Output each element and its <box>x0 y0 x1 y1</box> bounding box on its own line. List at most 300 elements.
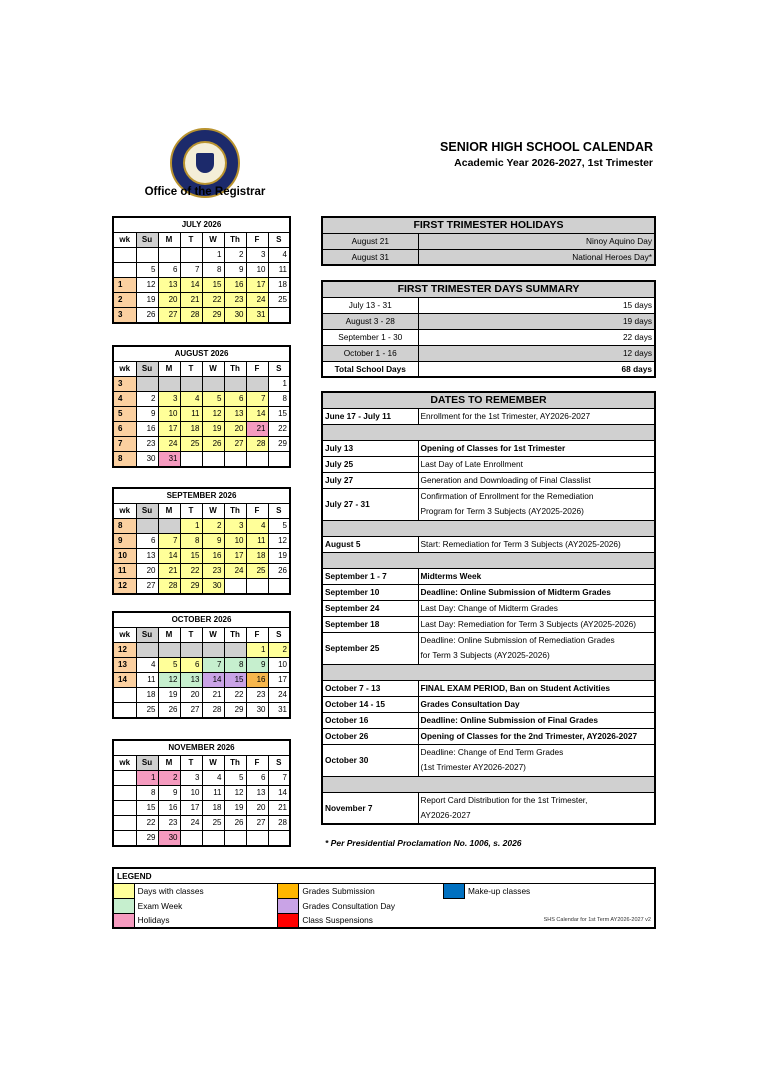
summary-range: September 1 - 30 <box>322 329 418 345</box>
day-cell <box>180 377 202 392</box>
day-cell: 8 <box>136 786 158 801</box>
date-label: August 5 <box>322 536 418 552</box>
day-cell <box>136 377 158 392</box>
day-cell: 29 <box>224 703 246 719</box>
date-row <box>322 440 655 456</box>
day-cell: 27 <box>224 437 246 452</box>
event-label: Enrollment for the 1st Trimester, AY2026-2027 <box>418 408 655 424</box>
week-number <box>113 248 136 263</box>
day-cell: 28 <box>202 703 224 719</box>
weekday-header: S <box>268 362 290 377</box>
day-cell: 7 <box>158 534 180 549</box>
day-cell <box>136 248 158 263</box>
day-cell: 10 <box>224 534 246 549</box>
date-label: June 17 - July 11 <box>322 408 418 424</box>
date-label: October 14 - 15 <box>322 696 418 712</box>
day-cell: 4 <box>246 519 268 534</box>
date-row <box>322 792 655 824</box>
day-cell <box>202 643 224 658</box>
date-row <box>322 568 655 584</box>
day-cell <box>202 831 224 847</box>
summary-total-label: Total School Days <box>322 361 418 377</box>
legend-label: Grades Consultation Day <box>302 900 396 911</box>
day-cell: 15 <box>224 673 246 688</box>
holidays-table <box>321 216 656 266</box>
event-label: Opening of Classes for the 2nd Trimester, AY2026-2027 <box>418 728 655 744</box>
separator-row <box>322 552 655 568</box>
month-title: OCTOBER 2026 <box>113 612 290 628</box>
weekday-header: wk <box>113 504 136 519</box>
day-cell: 3 <box>158 392 180 407</box>
day-cell: 8 <box>224 658 246 673</box>
day-cell <box>202 452 224 468</box>
dates-title: DATES TO REMEMBER <box>322 392 655 408</box>
date-label: October 30 <box>322 744 418 776</box>
legend-label: Make-up classes <box>467 885 531 896</box>
day-cell <box>224 377 246 392</box>
day-cell: 13 <box>158 278 180 293</box>
day-cell <box>224 643 246 658</box>
day-cell: 11 <box>180 407 202 422</box>
legend-label: Days with classes <box>137 885 204 896</box>
date-label: October 16 <box>322 712 418 728</box>
day-cell: 6 <box>224 392 246 407</box>
date-label: September 10 <box>322 584 418 600</box>
week-number: 7 <box>113 437 136 452</box>
day-cell: 19 <box>224 801 246 816</box>
weekday-header: W <box>202 504 224 519</box>
date-row <box>322 696 655 712</box>
weekday-header: wk <box>113 362 136 377</box>
month-calendar <box>112 216 291 324</box>
day-cell: 28 <box>158 579 180 595</box>
day-cell: 16 <box>224 278 246 293</box>
date-label: September 24 <box>322 600 418 616</box>
legend-label: Class Suspensions <box>302 915 373 925</box>
weekday-header: M <box>158 756 180 771</box>
legend <box>112 867 656 929</box>
day-cell: 10 <box>246 263 268 278</box>
day-cell: 9 <box>224 263 246 278</box>
day-cell: 23 <box>202 564 224 579</box>
day-cell: 12 <box>268 534 290 549</box>
day-cell: 21 <box>202 688 224 703</box>
event-line: Confirmation of Enrollment for the Remediation <box>420 491 594 501</box>
weekday-header: S <box>268 504 290 519</box>
weekday-header: F <box>246 628 268 643</box>
weekday-header: F <box>246 756 268 771</box>
day-cell: 20 <box>136 564 158 579</box>
day-cell: 24 <box>158 437 180 452</box>
event-label: Last Day: Change of Midterm Grades <box>418 600 655 616</box>
date-label: October 7 - 13 <box>322 680 418 696</box>
day-cell <box>180 831 202 847</box>
legend-empty <box>443 898 464 913</box>
day-cell: 27 <box>136 579 158 595</box>
day-cell: 20 <box>180 688 202 703</box>
day-cell: 25 <box>136 703 158 719</box>
day-cell: 16 <box>246 673 268 688</box>
day-cell: 23 <box>136 437 158 452</box>
weekday-header: wk <box>113 628 136 643</box>
day-cell: 22 <box>268 422 290 437</box>
month-title: AUGUST 2026 <box>113 346 290 362</box>
day-cell: 20 <box>224 422 246 437</box>
day-cell: 11 <box>202 786 224 801</box>
summary-range: August 3 - 28 <box>322 313 418 329</box>
event-label: Midterms Week <box>418 568 655 584</box>
day-cell: 21 <box>268 801 290 816</box>
day-cell: 13 <box>136 549 158 564</box>
week-number: 9 <box>113 534 136 549</box>
day-cell: 7 <box>268 771 290 786</box>
date-row <box>322 552 655 568</box>
weekday-header: Th <box>224 504 246 519</box>
weekday-header: W <box>202 233 224 248</box>
week-number: 2 <box>113 293 136 308</box>
week-number: 13 <box>113 658 136 673</box>
day-cell: 3 <box>180 771 202 786</box>
month-calendar <box>112 611 291 719</box>
day-cell: 1 <box>268 377 290 392</box>
event-label <box>418 488 655 520</box>
day-cell: 2 <box>202 519 224 534</box>
legend-swatch <box>278 898 299 913</box>
weekday-header: T <box>180 362 202 377</box>
version-label: SHS Calendar for 1st Term AY2026-2027 v2 <box>543 917 651 923</box>
days-summary-table <box>321 280 656 378</box>
day-cell: 2 <box>158 771 180 786</box>
day-cell: 27 <box>180 703 202 719</box>
day-cell: 7 <box>180 263 202 278</box>
weekday-header: W <box>202 362 224 377</box>
day-cell: 5 <box>136 263 158 278</box>
date-row <box>322 408 655 424</box>
event-label <box>418 744 655 776</box>
week-number: 4 <box>113 392 136 407</box>
day-cell: 17 <box>268 673 290 688</box>
day-cell: 22 <box>136 816 158 831</box>
date-row <box>322 728 655 744</box>
day-cell <box>136 519 158 534</box>
event-label: Opening of Classes for 1st Trimester <box>418 440 655 456</box>
day-cell: 18 <box>268 278 290 293</box>
holiday-date: August 31 <box>322 249 418 265</box>
summary-days: 19 days <box>418 313 655 329</box>
weekday-header: Th <box>224 756 246 771</box>
legend-title: LEGEND <box>113 868 655 883</box>
day-cell: 21 <box>180 293 202 308</box>
day-cell: 20 <box>246 801 268 816</box>
proclamation-note: * Per Presidential Proclamation No. 1006, s. 2026 <box>325 838 522 848</box>
day-cell: 21 <box>158 564 180 579</box>
weekday-header: T <box>180 233 202 248</box>
day-cell: 25 <box>202 816 224 831</box>
day-cell <box>180 248 202 263</box>
day-cell <box>246 579 268 595</box>
legend-empty <box>464 898 655 913</box>
weekday-header: Th <box>224 362 246 377</box>
week-number <box>113 801 136 816</box>
legend-swatch <box>443 883 464 898</box>
day-cell: 12 <box>202 407 224 422</box>
day-cell: 2 <box>224 248 246 263</box>
summary-days: 12 days <box>418 345 655 361</box>
date-row <box>322 584 655 600</box>
month-title: NOVEMBER 2026 <box>113 740 290 756</box>
day-cell: 14 <box>268 786 290 801</box>
day-cell: 30 <box>224 308 246 324</box>
day-cell: 9 <box>202 534 224 549</box>
day-cell <box>180 643 202 658</box>
weekday-header: M <box>158 628 180 643</box>
legend-label: Holidays <box>137 915 170 925</box>
day-cell: 23 <box>158 816 180 831</box>
day-cell: 19 <box>136 293 158 308</box>
separator-row <box>322 664 655 680</box>
day-cell <box>158 248 180 263</box>
week-number <box>113 771 136 786</box>
day-cell <box>268 308 290 324</box>
event-line: Deadline: Change of End Term Grades <box>420 747 564 757</box>
day-cell <box>136 643 158 658</box>
summary-range: July 13 - 31 <box>322 297 418 313</box>
day-cell: 13 <box>180 673 202 688</box>
day-cell: 15 <box>202 278 224 293</box>
week-number <box>113 703 136 719</box>
day-cell: 7 <box>202 658 224 673</box>
event-label: Generation and Downloading of Final Classlist <box>418 472 655 488</box>
day-cell: 8 <box>268 392 290 407</box>
legend-label: Exam Week <box>137 900 183 911</box>
event-label: Last Day of Late Enrollment <box>418 456 655 472</box>
day-cell: 13 <box>224 407 246 422</box>
day-cell: 19 <box>268 549 290 564</box>
day-cell: 27 <box>158 308 180 324</box>
day-cell: 11 <box>268 263 290 278</box>
week-number: 6 <box>113 422 136 437</box>
summary-range: October 1 - 16 <box>322 345 418 361</box>
week-number: 8 <box>113 452 136 468</box>
day-cell: 15 <box>136 801 158 816</box>
event-label: FINAL EXAM PERIOD, Ban on Student Activities <box>418 680 655 696</box>
day-cell: 28 <box>180 308 202 324</box>
day-cell: 6 <box>136 534 158 549</box>
day-cell: 15 <box>180 549 202 564</box>
week-number: 8 <box>113 519 136 534</box>
day-cell <box>246 377 268 392</box>
day-cell: 30 <box>136 452 158 468</box>
page-title: SENIOR HIGH SCHOOL CALENDAR <box>440 140 653 154</box>
day-cell: 29 <box>268 437 290 452</box>
day-cell <box>246 452 268 468</box>
day-cell: 31 <box>246 308 268 324</box>
day-cell: 30 <box>202 579 224 595</box>
day-cell: 12 <box>224 786 246 801</box>
day-cell: 10 <box>268 658 290 673</box>
week-number: 10 <box>113 549 136 564</box>
weekday-header: Th <box>224 628 246 643</box>
day-cell: 7 <box>246 392 268 407</box>
day-cell: 6 <box>180 658 202 673</box>
weekday-header: F <box>246 362 268 377</box>
day-cell: 23 <box>224 293 246 308</box>
day-cell: 17 <box>224 549 246 564</box>
event-label <box>418 792 655 824</box>
day-cell: 18 <box>246 549 268 564</box>
day-cell <box>224 452 246 468</box>
weekday-header: S <box>268 756 290 771</box>
day-cell: 16 <box>202 549 224 564</box>
day-cell: 10 <box>180 786 202 801</box>
day-cell: 30 <box>246 703 268 719</box>
date-row <box>322 424 655 440</box>
day-cell: 5 <box>268 519 290 534</box>
day-cell: 5 <box>202 392 224 407</box>
weekday-header: F <box>246 233 268 248</box>
date-label: July 27 <box>322 472 418 488</box>
day-cell: 14 <box>246 407 268 422</box>
day-cell: 29 <box>136 831 158 847</box>
day-cell: 29 <box>202 308 224 324</box>
day-cell <box>246 831 268 847</box>
day-cell: 5 <box>158 658 180 673</box>
separator-row <box>322 424 655 440</box>
day-cell: 4 <box>136 658 158 673</box>
day-cell: 25 <box>180 437 202 452</box>
date-label: September 18 <box>322 616 418 632</box>
day-cell: 12 <box>158 673 180 688</box>
day-cell: 26 <box>158 703 180 719</box>
day-cell: 9 <box>158 786 180 801</box>
day-cell: 1 <box>246 643 268 658</box>
weekday-header: wk <box>113 756 136 771</box>
weekday-header: S <box>268 233 290 248</box>
week-number: 12 <box>113 643 136 658</box>
weekday-header: W <box>202 756 224 771</box>
date-row <box>322 664 655 680</box>
week-number: 1 <box>113 278 136 293</box>
month-calendar <box>112 487 291 595</box>
weekday-header: Su <box>136 628 158 643</box>
day-cell: 17 <box>246 278 268 293</box>
day-cell: 20 <box>158 293 180 308</box>
day-cell: 4 <box>202 771 224 786</box>
summary-days: 22 days <box>418 329 655 345</box>
day-cell: 2 <box>268 643 290 658</box>
day-cell: 16 <box>158 801 180 816</box>
day-cell: 19 <box>158 688 180 703</box>
day-cell: 6 <box>158 263 180 278</box>
day-cell <box>158 377 180 392</box>
summary-title: FIRST TRIMESTER DAYS SUMMARY <box>322 281 655 297</box>
legend-swatch <box>278 883 299 898</box>
day-cell: 3 <box>246 248 268 263</box>
day-cell: 29 <box>180 579 202 595</box>
day-cell: 28 <box>268 816 290 831</box>
weekday-header: Su <box>136 233 158 248</box>
day-cell: 5 <box>224 771 246 786</box>
day-cell: 1 <box>202 248 224 263</box>
legend-swatch <box>113 883 134 898</box>
month-title: JULY 2026 <box>113 217 290 233</box>
week-number: 3 <box>113 308 136 324</box>
event-label: Start: Remediation for Term 3 Subjects (AY2025-2026) <box>418 536 655 552</box>
day-cell: 3 <box>224 519 246 534</box>
page-subtitle: Academic Year 2026-2027, 1st Trimester <box>454 157 653 169</box>
weekday-header: Su <box>136 504 158 519</box>
day-cell: 17 <box>158 422 180 437</box>
day-cell: 27 <box>246 816 268 831</box>
weekday-header: T <box>180 628 202 643</box>
day-cell: 19 <box>202 422 224 437</box>
day-cell: 15 <box>268 407 290 422</box>
day-cell <box>158 519 180 534</box>
event-label: Grades Consultation Day <box>418 696 655 712</box>
weekday-header: M <box>158 233 180 248</box>
day-cell: 30 <box>158 831 180 847</box>
holidays-title: FIRST TRIMESTER HOLIDAYS <box>322 217 655 233</box>
day-cell: 8 <box>202 263 224 278</box>
day-cell <box>224 579 246 595</box>
month-calendar <box>112 345 291 468</box>
legend-swatch <box>113 898 134 913</box>
date-row <box>322 488 655 520</box>
office-of-registrar: Office of the Registrar <box>144 186 266 198</box>
day-cell: 16 <box>136 422 158 437</box>
event-line: AY2026-2027 <box>420 809 471 820</box>
day-cell: 18 <box>136 688 158 703</box>
day-cell: 9 <box>136 407 158 422</box>
date-label: September 1 - 7 <box>322 568 418 584</box>
date-row <box>322 456 655 472</box>
week-number: 5 <box>113 407 136 422</box>
weekday-header: Th <box>224 233 246 248</box>
weekday-header: Su <box>136 362 158 377</box>
day-cell: 25 <box>246 564 268 579</box>
day-cell <box>268 452 290 468</box>
week-number <box>113 688 136 703</box>
date-row <box>322 600 655 616</box>
week-number <box>113 831 136 847</box>
summary-days: 15 days <box>418 297 655 313</box>
day-cell <box>180 452 202 468</box>
event-label: Last Day: Remediation for Term 3 Subjects (AY2025-2026) <box>418 616 655 632</box>
weekday-header: M <box>158 504 180 519</box>
date-row <box>322 520 655 536</box>
day-cell: 18 <box>180 422 202 437</box>
week-number: 12 <box>113 579 136 595</box>
day-cell: 13 <box>246 786 268 801</box>
day-cell <box>268 831 290 847</box>
day-cell: 23 <box>246 688 268 703</box>
day-cell: 1 <box>180 519 202 534</box>
summary-total-days: 68 days <box>418 361 655 377</box>
day-cell: 24 <box>224 564 246 579</box>
separator-row <box>322 776 655 792</box>
date-label: July 13 <box>322 440 418 456</box>
day-cell <box>224 831 246 847</box>
weekday-header: F <box>246 504 268 519</box>
day-cell <box>158 643 180 658</box>
weekday-header: wk <box>113 233 136 248</box>
holiday-name: Ninoy Aquino Day <box>418 233 655 249</box>
day-cell: 24 <box>180 816 202 831</box>
event-line: Deadline: Online Submission of Remediation Grades <box>420 635 615 645</box>
day-cell: 26 <box>202 437 224 452</box>
date-row <box>322 744 655 776</box>
day-cell: 21 <box>246 422 268 437</box>
